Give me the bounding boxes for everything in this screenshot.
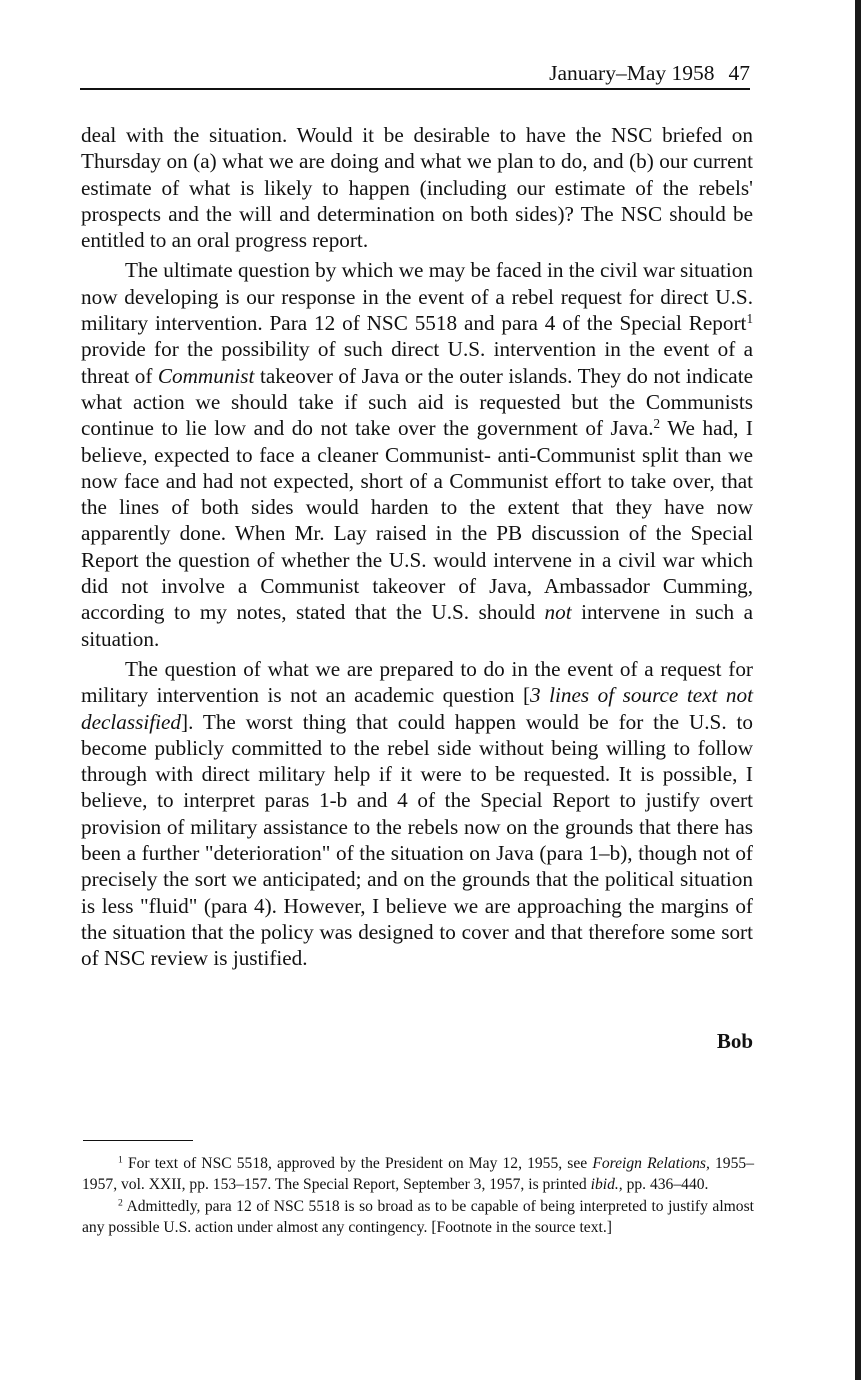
page-number: 47 <box>728 61 750 85</box>
scan-edge <box>855 0 861 1380</box>
footnote-ref-2: 2 <box>653 416 661 432</box>
running-header <box>80 58 750 90</box>
signature: Bob <box>716 1029 753 1053</box>
memo-body <box>81 122 753 976</box>
paragraph-1: deal with the situation. Would it be desirable to have the NSC briefed on Thursday on (a) what we are doing and what we plan to do, and (b) our current estimate of what is likely to happen (including our estimate of the rebels' prospects and the will and determination on both sides)? The NSC should be entitled to an oral progress report. <box>81 123 753 253</box>
footnote-ref-1: 1 <box>746 310 753 326</box>
paragraph-3: The question of what we are prepared to do in the event of a request for military intervention is not an academic question [3 lines of source text not declassified]. The worst thing that could happen would be for the U.S. to become publicly committed to the rebel side without being willing to follow through with direct military help if it were to be requested. It is possible, I believe, to interpret paras 1-b and 4 of the Special Report to justify overt provision of military assistance to the rebels now on the grounds that there has been a further "deterioration" of the situation on Java (para 1–b), though not of precisely the sort we anticipated; and on the grounds that the political situation is less "fluid" (para 4). However, I believe we are approaching the margins of the situation that the policy was designed to cover and that therefore some sort of NSC review is justified. <box>81 656 753 971</box>
footnote-2: $^2$ Admittedly, para 12 of NSC 5518 is so broad as to be capable of being interpreted to justify almost any possible U.S. action under almost any contingency. [Footnote in the source text.] <box>82 1197 754 1236</box>
paragraph-2: The ultimate question by which we may be faced in the civil war situation now developing is our response in the event of a rebel request for direct U.S. military intervention. Para 12 of NSC 5518 and para 4 of the Special Report$^1$ provide for the possibility of such direct U.S. intervention in the event of a threat of Communist takeover of Java or the outer islands. They do not indicate what action we should take if such aid is requested but the Communists continue to lie low and do not take over the government of Java.$^2$ We had, I believe, expected to face a cleaner Communist- anti-Communist split than we now face and had not expected, short of a Communist effort to take over, that the lines of both sides would harden to the extent that they have now apparently done. When Mr. Lay raised in the PB discussion of the Special Report the question of whether the U.S. would intervene in a civil war which did not involve a Communist takeover of Java, Ambassador Cumming, according to my notes, stated that the U.S. should not intervene in such a situation. <box>81 258 753 651</box>
footnote-divider <box>83 1140 193 1141</box>
footnotes <box>82 1154 754 1240</box>
footnote-1: $^1$ For text of NSC 5518, approved by the President on May 12, 1955, see Foreign Relations, 1955–1957, vol. XXII, pp. 153–157. The Special Report, September 3, 1957, is printed ibid., pp. 436–440. <box>82 1154 754 1193</box>
header-date-range: January–May 1958 <box>549 61 715 85</box>
